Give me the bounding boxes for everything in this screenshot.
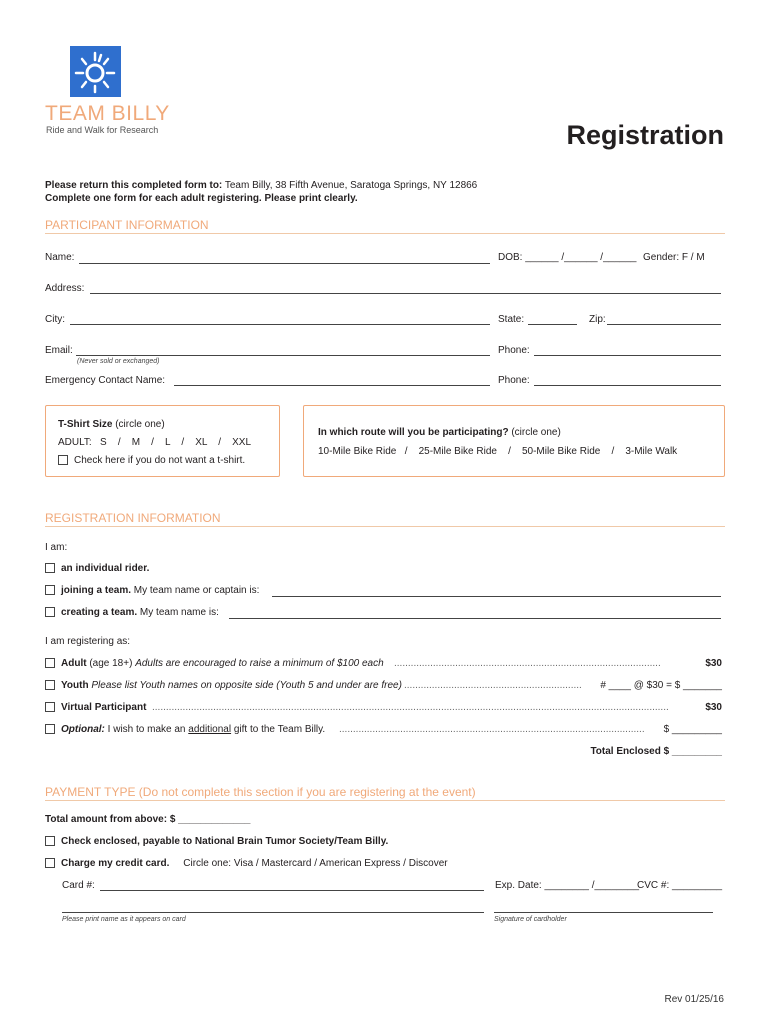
checkbox[interactable] [45,858,55,868]
zip-label: Zip: [589,314,606,325]
tshirt-label: T-Shirt Size (circle one) [58,419,165,430]
address-field[interactable] [90,293,721,294]
zip-field[interactable] [607,324,721,325]
phone-field[interactable] [534,355,721,356]
cardholder-name-field[interactable] [62,912,484,913]
email-field[interactable] [76,355,490,356]
emergency-contact-field[interactable] [174,385,490,386]
dob-field[interactable]: DOB: ______ /______ /______ [498,252,637,263]
team-name-field[interactable] [229,618,721,619]
logo-tagline: Ride and Walk for Research [46,125,159,135]
checkbox[interactable] [45,702,55,712]
section-divider [45,233,725,234]
email-note: (Never sold or exchanged) [77,358,160,365]
section-divider [45,800,725,801]
checkbox[interactable] [45,563,55,573]
card-number-label: Card #: [62,880,95,891]
payment-section-heading: PAYMENT TYPE (Do not complete this section if you are registering at the event) [45,785,476,799]
gender-field[interactable]: Gender: F / M [643,252,705,263]
return-instructions: Please return this completed form to: Team Billy, 38 Fifth Avenue, Saratoga Springs, NY 12866 [45,180,478,191]
city-field[interactable] [70,324,490,325]
total-amount-field[interactable]: Total amount from above: $ _____________ [45,814,251,825]
name-field[interactable] [79,263,490,264]
registration-section-heading: REGISTRATION INFORMATION [45,511,221,525]
leader-dots: .............................................................................................................. [339,724,645,735]
virtual-price: $30 [705,702,722,713]
individual-rider-option[interactable]: an individual rider. [45,563,149,574]
team-captain-field[interactable] [272,596,721,597]
signature-note: Signature of cardholder [494,916,567,923]
signature-field[interactable] [494,912,713,913]
address-label: Address: [45,283,85,294]
leader-dots: .......................................................................................................................................................................................... [152,702,669,713]
route-label: In which route will you be participating? (circle one) [318,427,561,438]
adult-option[interactable]: Adult (age 18+) Adults are encouraged to raise a minimum of $100 each [45,658,384,669]
leader-dots: ................................................................ [404,680,582,691]
route-box [303,405,725,477]
virtual-option[interactable]: Virtual Participant [45,702,146,713]
checkbox[interactable] [45,585,55,595]
total-enclosed[interactable]: Total Enclosed $ _________ [590,746,722,757]
optional-gift-amount[interactable]: $ _________ [663,724,722,735]
tshirt-sizes[interactable]: ADULT: S / M / L / XL / XXL [58,437,252,448]
logo-name: TEAM BILLY [45,102,170,125]
creating-team-option[interactable]: creating a team. My team name is: [45,607,219,618]
registering-as-label: I am registering as: [45,636,131,647]
cvc-field[interactable]: CVC #: _________ [637,880,723,891]
card-number-field[interactable] [100,890,484,891]
emergency-contact-label: Emergency Contact Name: [45,375,166,386]
checkbox[interactable] [45,680,55,690]
adult-price: $30 [705,658,722,669]
exp-date-field[interactable]: Exp. Date: ________ /________ [495,880,640,891]
phone-label: Phone: [498,345,530,356]
participant-section-heading: PARTICIPANT INFORMATION [45,218,209,232]
i-am-label: I am: [45,542,68,553]
revision-date: Rev 01/25/16 [664,994,724,1005]
checkbox[interactable] [45,836,55,846]
city-label: City: [45,314,65,325]
credit-card-option[interactable]: Charge my credit card. Circle one: Visa / Mastercard / American Express / Discover [45,858,448,869]
logo-sun-icon [70,46,121,97]
checkbox[interactable] [58,455,68,465]
tshirt-opt-out[interactable]: Check here if you do not want a t-shirt. [58,455,245,466]
youth-price[interactable]: # ____ @ $30 = $ _______ [600,680,722,691]
complete-instructions: Complete one form for each adult registering. Please print clearly. [45,193,358,204]
cardholder-name-note: Please print name as it appears on card [62,916,186,923]
emergency-phone-label: Phone: [498,375,530,386]
state-label: State: [498,314,525,325]
name-label: Name: [45,252,75,263]
youth-option[interactable]: Youth Please list Youth names on opposite side (Youth 5 and under are free) [45,680,402,691]
joining-team-option[interactable]: joining a team. My team name or captain is: [45,585,259,596]
emergency-phone-field[interactable] [534,385,721,386]
section-divider [45,526,725,527]
checkbox[interactable] [45,607,55,617]
optional-gift-option[interactable]: Optional: I wish to make an additional gift to the Team Billy. [45,724,325,735]
state-field[interactable] [528,324,577,325]
check-enclosed-option[interactable]: Check enclosed, payable to National Brain Tumor Society/Team Billy. [45,836,388,847]
email-label: Email: [45,345,73,356]
checkbox[interactable] [45,658,55,668]
page-title: Registration [566,120,724,150]
route-options[interactable]: 10-Mile Bike Ride / 25-Mile Bike Ride / 50-Mile Bike Ride / 3-Mile Walk [318,446,678,457]
checkbox[interactable] [45,724,55,734]
leader-dots: ................................................................................................ [394,658,661,669]
